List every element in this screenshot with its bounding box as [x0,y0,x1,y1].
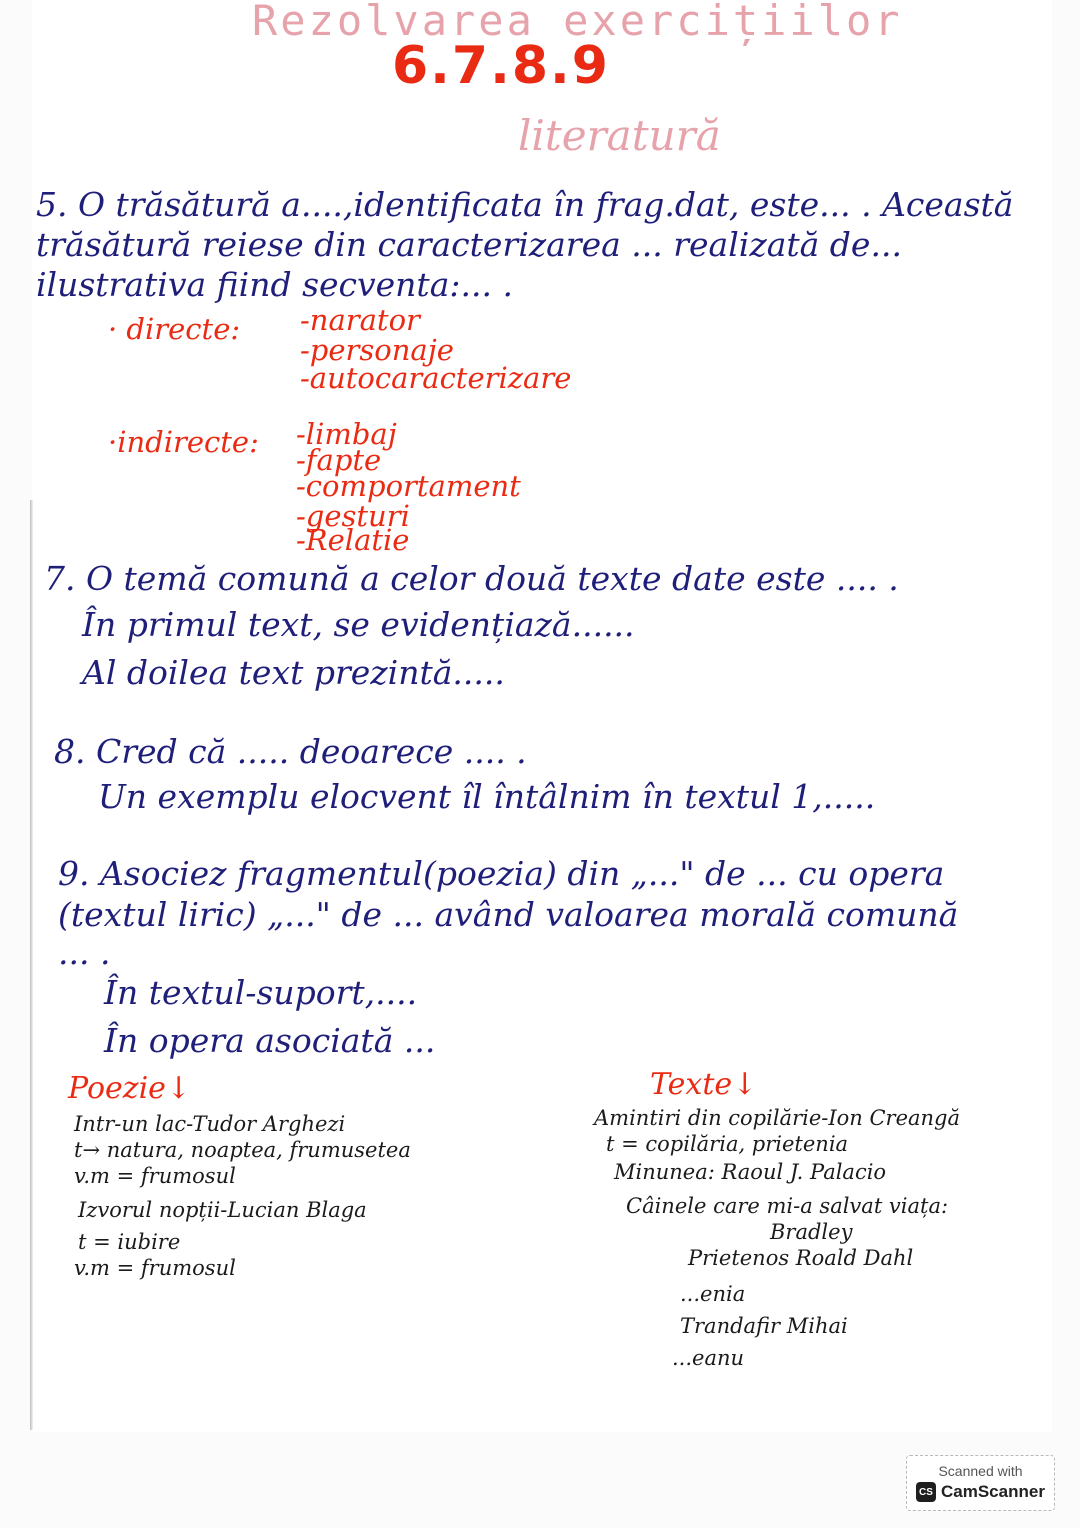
texte-line: Minunea: Raoul J. Palacio [614,1160,887,1184]
ex7-line-1: 7. O temă comună a celor două texte date este .... . [44,559,899,598]
texte-line: Amintiri din copilărie-Ion Creangă [594,1106,961,1130]
texte-heading: Texte↓ [650,1067,758,1102]
poezie-line: t = iubire [78,1230,181,1254]
ex9-line-5: În opera asociată ... [104,1021,436,1060]
texte-line: Câinele care mi-a salvat viața: [626,1194,949,1218]
indirect-label: ·indirecte: [108,425,259,459]
watermark-brand [916,1482,1045,1502]
watermark-brand-name: CamScanner [941,1482,1045,1501]
ex5-line-1: 5. O trăsătură a....,identificata în frag.dat, este... . Această [36,185,1014,224]
ex7-line-2: În primul text, se evidențiază...... [82,605,635,644]
ex9-line-2: (textul liric) „..." de ... având valoarea morală comună [58,895,959,934]
ex8-line-1: 8. Cred că ..... deoarece .... . [54,732,527,771]
poezie-line: t→ natura, noaptea, frumusetea [74,1138,411,1162]
page-title: Rezolvarea exercițiilor [252,0,903,45]
texte-line: ...eanu [672,1346,745,1370]
ex5-line-3: ilustrativa fiind secventa:... . [36,265,513,304]
page-edge-shadow [30,500,33,1430]
indirect-item: -Relatie [296,523,410,557]
ex9-line-1: 9. Asociez fragmentul(poezia) din „..." de ... cu opera [58,854,945,893]
ex8-line-2: Un exemplu elocvent îl întâlnim în textul 1,..... [98,777,876,816]
poezie-line: v.m = frumosul [74,1256,236,1280]
poezie-heading: Poezie↓ [68,1071,192,1106]
texte-line: Prietenos Roald Dahl [688,1246,914,1270]
direct-item: -autocaracterizare [300,361,572,395]
cs-logo-icon: CS [916,1482,936,1502]
indirect-item: -comportament [296,469,521,503]
texte-line: Trandafir Mihai [680,1314,848,1338]
indirect-item: -limbaj [296,417,397,451]
watermark-caption: Scanned with [938,1463,1023,1479]
indirect-item: -gesturi [296,499,410,533]
ex9-line-4: În textul-suport,.... [104,973,418,1012]
exercise-numbers: 6.7.8.9 [392,36,610,96]
poezie-line: Intr-un lac-Tudor Arghezi [74,1112,346,1136]
camscanner-watermark [906,1455,1055,1511]
ex9-line-3: ... . [58,933,111,972]
poezie-line: Izvorul nopții-Lucian Blaga [78,1198,367,1222]
direct-item: -narator [300,303,420,337]
poezie-line: v.m = frumosul [74,1164,236,1188]
texte-line: t = copilăria, prietenia [606,1132,849,1156]
ex5-line-2: trăsătură reiese din caracterizarea ... realizată de... [36,225,902,264]
subject-heading: literatură [518,111,721,160]
direct-label: · directe: [108,312,241,346]
texte-line: Bradley [770,1220,853,1244]
ex7-line-3: Al doilea text prezintă..... [82,653,505,692]
direct-item: -personaje [300,333,454,367]
indirect-item: -fapte [296,443,382,477]
texte-line: ...enia [680,1282,746,1306]
